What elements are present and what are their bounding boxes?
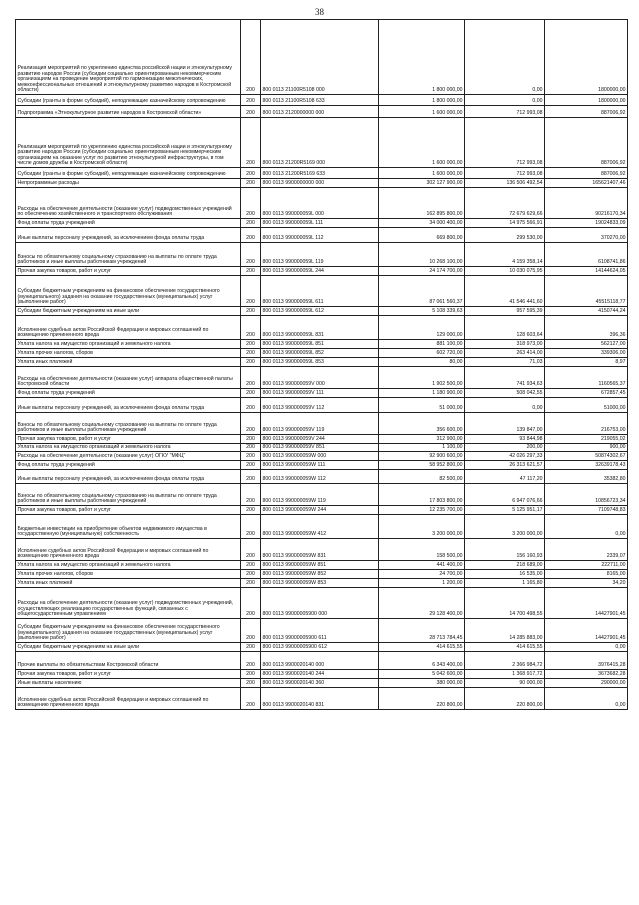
row-executed-amount: 0,00	[465, 20, 545, 95]
row-name: Прочие выплаты по обязательствам Костромской области	[16, 652, 241, 670]
row-budget-code: 800 0113 99000005900 612	[261, 643, 379, 652]
row-executed-amount: 47 117,20	[465, 470, 545, 484]
table-row	[16, 619, 628, 643]
row-remaining-amount: 35382,80	[545, 470, 628, 484]
row-admin-code: 200	[241, 435, 261, 444]
table-row	[16, 470, 628, 484]
row-remaining-amount: 887006,92	[545, 168, 628, 179]
row-admin-code: 200	[241, 276, 261, 307]
row-approved-amount: 669 800,00	[379, 228, 465, 243]
row-executed-amount: 4 159 358,14	[465, 243, 545, 267]
row-executed-amount: 156 160,93	[465, 539, 545, 561]
row-budget-code: 800 0113 990000059W 853	[261, 579, 379, 588]
row-budget-code: 800 0113 21100R5108 000	[261, 20, 379, 95]
row-admin-code: 200	[241, 413, 261, 435]
row-name: Расходы на обеспечение деятельности (оказание услуг) ОГКУ "МФЦ"	[16, 452, 241, 461]
row-name: Уплата прочих налогов, сборов	[16, 570, 241, 579]
table-row	[16, 20, 628, 95]
row-executed-amount: 957 595,39	[465, 307, 545, 316]
row-budget-code: 800 0113 9900020140 360	[261, 679, 379, 688]
row-budget-code: 800 0113 990000059W 851	[261, 561, 379, 570]
row-executed-amount: 2 366 984,72	[465, 652, 545, 670]
row-budget-code: 800 0113 990000059V 112	[261, 398, 379, 413]
row-remaining-amount: 370270,00	[545, 228, 628, 243]
table-row	[16, 349, 628, 358]
row-admin-code: 200	[241, 267, 261, 276]
row-name: Расходы на обеспечение деятельности (оказание услуг) подведомственных учреждений, осуществляющих реализацию государственных функций, связанных с общегосударственным управлением	[16, 588, 241, 619]
row-remaining-amount: 34,20	[545, 579, 628, 588]
row-executed-amount: 508 042,55	[465, 389, 545, 398]
row-approved-amount: 129 000,00	[379, 316, 465, 340]
row-admin-code: 200	[241, 95, 261, 106]
table-row	[16, 243, 628, 267]
row-name: Реализация мероприятий по укреплению единства российской нации и этнокультурному развитию народов России (субсидии социально ориентированным некоммерческим организациям на проведение мероприятий по гармонизации межэтнических, межконфессиональных отношений и этнокультурному развитию народов в Костромской области)	[16, 20, 241, 95]
row-name: Взносы по обязательному социальному страхованию на выплаты по оплате труда работников и иные выплаты работникам учреждений	[16, 413, 241, 435]
row-executed-amount: 263 414,00	[465, 349, 545, 358]
row-executed-amount: 14 285 883,00	[465, 619, 545, 643]
table-row	[16, 188, 628, 219]
row-name: Прочая закупка товаров, работ и услуг	[16, 435, 241, 444]
row-remaining-amount: 396,36	[545, 316, 628, 340]
budget-table-body	[16, 20, 628, 710]
row-executed-amount: 712 993,08	[465, 106, 545, 118]
row-approved-amount: 17 803 800,00	[379, 484, 465, 506]
row-name: Исполнение судебных актов Российской Федерации и мировых соглашений по возмещению причиненного вреда	[16, 688, 241, 710]
row-remaining-amount: 4150744,24	[545, 307, 628, 316]
row-executed-amount: 42 026 297,33	[465, 452, 545, 461]
row-budget-code: 800 0113 9900020140 831	[261, 688, 379, 710]
row-approved-amount: 12 235 700,00	[379, 506, 465, 515]
table-row	[16, 358, 628, 367]
table-row	[16, 435, 628, 444]
row-approved-amount: 1 600 000,00	[379, 118, 465, 168]
row-remaining-amount: 2339,07	[545, 539, 628, 561]
row-name: Уплата иных платежей	[16, 358, 241, 367]
row-budget-code: 800 0113 990000059W 852	[261, 570, 379, 579]
row-admin-code: 200	[241, 579, 261, 588]
row-name: Бюджетные инвестиции на приобретение объектов недвижимого имущества в государственную (муниципальную) собственность	[16, 515, 241, 539]
row-executed-amount: 71,03	[465, 358, 545, 367]
table-row	[16, 588, 628, 619]
row-remaining-amount: 10856723,34	[545, 484, 628, 506]
row-name: Прочая закупка товаров, работ и услуг	[16, 267, 241, 276]
row-name: Расходы на обеспечение деятельности (оказание услуг) аппарата общественной палаты Костромской области	[16, 367, 241, 389]
row-name: Прочая закупка товаров, работ и услуг	[16, 670, 241, 679]
row-approved-amount: 28 713 784,45	[379, 619, 465, 643]
row-executed-amount: 14 700 498,55	[465, 588, 545, 619]
row-remaining-amount: 6108741,86	[545, 243, 628, 267]
row-approved-amount: 158 500,00	[379, 539, 465, 561]
table-row	[16, 444, 628, 452]
row-approved-amount: 1 902 500,00	[379, 367, 465, 389]
row-budget-code: 800 0113 21200R5169 633	[261, 168, 379, 179]
row-budget-code: 800 0113 990000059W 244	[261, 506, 379, 515]
row-name: Реализация мероприятий по укреплению единства российской нации и этнокультурному развитию народов России (субсидии социально ориентированным некоммерческим организациям на оказание услуг по развитию этнокультурной инфраструктуры, в том числе домов дружбы в Костромской области)	[16, 118, 241, 168]
row-remaining-amount: 8,97	[545, 358, 628, 367]
row-name: Уплата иных платежей	[16, 579, 241, 588]
row-remaining-amount: 290000,00	[545, 679, 628, 688]
row-admin-code: 200	[241, 652, 261, 670]
table-row	[16, 461, 628, 470]
row-admin-code: 200	[241, 398, 261, 413]
row-executed-amount: 136 506 492,54	[465, 179, 545, 188]
row-executed-amount: 10 030 075,95	[465, 267, 545, 276]
row-approved-amount: 441 400,00	[379, 561, 465, 570]
table-row	[16, 106, 628, 118]
row-name: Фонд оплаты труда учреждений	[16, 461, 241, 470]
row-budget-code: 800 0113 9900020140 244	[261, 670, 379, 679]
row-name: Субсидии бюджетным учреждениям на финансовое обеспечение государственного (муниципального) задания на оказание государственных (муниципальных) услуг (выполнение работ)	[16, 276, 241, 307]
row-admin-code: 200	[241, 484, 261, 506]
budget-table	[15, 19, 628, 710]
row-remaining-amount: 672857,45	[545, 389, 628, 398]
row-executed-amount: 741 934,63	[465, 367, 545, 389]
table-row	[16, 168, 628, 179]
row-budget-code: 800 0113 990000059V 851	[261, 444, 379, 452]
row-approved-amount: 414 615,55	[379, 643, 465, 652]
row-admin-code: 200	[241, 243, 261, 267]
row-approved-amount: 1 100,00	[379, 444, 465, 452]
row-admin-code: 200	[241, 316, 261, 340]
row-executed-amount: 1 165,80	[465, 579, 545, 588]
row-admin-code: 200	[241, 461, 261, 470]
row-remaining-amount: 1800000,00	[545, 20, 628, 95]
row-executed-amount: 139 847,00	[465, 413, 545, 435]
row-admin-code: 200	[241, 506, 261, 515]
row-remaining-amount: 3976415,28	[545, 652, 628, 670]
table-row	[16, 561, 628, 570]
row-name: Иные выплаты персоналу учреждений, за исключением фонда оплаты труда	[16, 470, 241, 484]
row-approved-amount: 1 800 000,00	[379, 20, 465, 95]
row-executed-amount: 41 546 441,60	[465, 276, 545, 307]
row-remaining-amount: 3673682,28	[545, 670, 628, 679]
table-row	[16, 267, 628, 276]
table-row	[16, 228, 628, 243]
row-remaining-amount: 0,00	[545, 515, 628, 539]
row-budget-code: 800 0113 990000059W 412	[261, 515, 379, 539]
row-budget-code: 800 0113 990000059L 111	[261, 219, 379, 228]
row-executed-amount: 1 368 917,72	[465, 670, 545, 679]
row-budget-code: 800 0113 990000059V 111	[261, 389, 379, 398]
row-name: Уплата прочих налогов, сборов	[16, 349, 241, 358]
row-budget-code: 800 0113 990000059L 852	[261, 349, 379, 358]
row-admin-code: 200	[241, 367, 261, 389]
row-executed-amount: 26 313 621,57	[465, 461, 545, 470]
row-admin-code: 200	[241, 219, 261, 228]
row-approved-amount: 1 600 000,00	[379, 106, 465, 118]
row-approved-amount: 1 180 900,00	[379, 389, 465, 398]
row-budget-code: 800 0113 990000059L 611	[261, 276, 379, 307]
row-executed-amount: 90 000,00	[465, 679, 545, 688]
row-remaining-amount: 165621407,46	[545, 179, 628, 188]
row-budget-code: 800 0113 990000059L 244	[261, 267, 379, 276]
row-remaining-amount: 90216170,34	[545, 188, 628, 219]
row-admin-code: 200	[241, 106, 261, 118]
row-admin-code: 200	[241, 118, 261, 168]
row-remaining-amount: 7109748,83	[545, 506, 628, 515]
row-executed-amount: 128 603,64	[465, 316, 545, 340]
row-approved-amount: 6 343 400,00	[379, 652, 465, 670]
row-remaining-amount: 50874302,67	[545, 452, 628, 461]
row-admin-code: 200	[241, 679, 261, 688]
row-budget-code: 800 0113 990000059V 244	[261, 435, 379, 444]
row-approved-amount: 881 100,00	[379, 340, 465, 349]
row-budget-code: 800 0113 9900000000 000	[261, 179, 379, 188]
row-approved-amount: 87 061 560,37	[379, 276, 465, 307]
table-row	[16, 515, 628, 539]
row-admin-code: 200	[241, 452, 261, 461]
row-executed-amount: 93 844,98	[465, 435, 545, 444]
table-row	[16, 643, 628, 652]
row-remaining-amount: 0,00	[545, 688, 628, 710]
row-remaining-amount: 0,00	[545, 643, 628, 652]
row-admin-code: 200	[241, 389, 261, 398]
row-executed-amount: 712 993,08	[465, 118, 545, 168]
row-name: Прочая закупка товаров, работ и услуг	[16, 506, 241, 515]
table-row	[16, 579, 628, 588]
row-budget-code: 800 0113 990000059L 112	[261, 228, 379, 243]
table-row	[16, 688, 628, 710]
row-name: Взносы по обязательному социальному страхованию на выплаты по оплате труда работников и иные выплаты работникам учреждений	[16, 484, 241, 506]
row-remaining-amount: 562127,00	[545, 340, 628, 349]
row-budget-code: 800 0113 990000059L 119	[261, 243, 379, 267]
row-name: Субсидии (гранты в форме субсидий), неподлежащие казначейскому сопровождению	[16, 168, 241, 179]
table-row	[16, 670, 628, 679]
row-name: Субсидии бюджетным учреждениям на иные цели	[16, 643, 241, 652]
table-row	[16, 219, 628, 228]
row-name: Уплата налога на имущество организаций и земельного налога	[16, 561, 241, 570]
row-executed-amount: 14 975 566,91	[465, 219, 545, 228]
row-budget-code: 800 0113 990000059L 000	[261, 188, 379, 219]
row-name: Субсидии (гранты в форме субсидий), неподлежащие казначейскому сопровождению	[16, 95, 241, 106]
row-admin-code: 200	[241, 307, 261, 316]
table-row	[16, 506, 628, 515]
row-budget-code: 800 0113 990000059W 831	[261, 539, 379, 561]
table-row	[16, 340, 628, 349]
row-name: Иные выплаты персоналу учреждений, за исключением фонда оплаты труда	[16, 228, 241, 243]
row-executed-amount: 0,00	[465, 398, 545, 413]
row-approved-amount: 29 128 400,00	[379, 588, 465, 619]
row-budget-code: 800 0113 2120000000 000	[261, 106, 379, 118]
row-remaining-amount: 222711,00	[545, 561, 628, 570]
row-name: Расходы на обеспечение деятельности (оказание услуг) подведомственных учреждений по обеспечению хозяйственного и транспортного обслуживания	[16, 188, 241, 219]
row-approved-amount: 24 700,00	[379, 570, 465, 579]
row-budget-code: 800 0113 99000005900 611	[261, 619, 379, 643]
row-budget-code: 800 0113 990000059W 119	[261, 484, 379, 506]
table-row	[16, 179, 628, 188]
row-budget-code: 800 0113 990000059L 612	[261, 307, 379, 316]
row-budget-code: 800 0113 990000059W 000	[261, 452, 379, 461]
row-remaining-amount: 1160565,37	[545, 367, 628, 389]
row-executed-amount: 414 615,55	[465, 643, 545, 652]
row-remaining-amount: 1800000,00	[545, 95, 628, 106]
row-name: Фонд оплаты труда учреждений	[16, 219, 241, 228]
row-name: Уплата налога на имущество организаций и земельного налога	[16, 340, 241, 349]
row-approved-amount: 162 895 800,00	[379, 188, 465, 219]
row-admin-code: 200	[241, 340, 261, 349]
row-budget-code: 800 0113 9900020140 000	[261, 652, 379, 670]
row-admin-code: 200	[241, 470, 261, 484]
row-admin-code: 200	[241, 539, 261, 561]
row-remaining-amount: 51000,00	[545, 398, 628, 413]
row-admin-code: 200	[241, 515, 261, 539]
row-budget-code: 800 0113 990000059W 111	[261, 461, 379, 470]
table-row	[16, 398, 628, 413]
row-admin-code: 200	[241, 688, 261, 710]
row-executed-amount: 218 689,00	[465, 561, 545, 570]
row-name: Субсидии бюджетным учреждениям на иные цели	[16, 307, 241, 316]
row-budget-code: 800 0113 21200R5169 000	[261, 118, 379, 168]
row-approved-amount: 5 042 600,00	[379, 670, 465, 679]
row-approved-amount: 24 174 700,00	[379, 267, 465, 276]
table-row	[16, 276, 628, 307]
table-row	[16, 118, 628, 168]
row-remaining-amount: 900,00	[545, 444, 628, 452]
row-remaining-amount: 219055,02	[545, 435, 628, 444]
row-admin-code: 200	[241, 619, 261, 643]
row-name: Взносы по обязательному социальному страхованию на выплаты по оплате труда работников и иные выплаты работникам учреждений	[16, 243, 241, 267]
table-row	[16, 484, 628, 506]
row-admin-code: 200	[241, 349, 261, 358]
row-remaining-amount: 14427901,45	[545, 619, 628, 643]
row-budget-code: 800 0113 990000059L 831	[261, 316, 379, 340]
row-executed-amount: 712 993,08	[465, 168, 545, 179]
row-approved-amount: 10 268 100,00	[379, 243, 465, 267]
row-name: Исполнение судебных актов Российской Федерации и мировых соглашений по возмещению причиненного вреда	[16, 539, 241, 561]
row-executed-amount: 16 535,00	[465, 570, 545, 579]
row-admin-code: 200	[241, 570, 261, 579]
row-approved-amount: 302 127 900,00	[379, 179, 465, 188]
row-admin-code: 200	[241, 179, 261, 188]
row-approved-amount: 1 600 000,00	[379, 168, 465, 179]
row-admin-code: 200	[241, 20, 261, 95]
row-approved-amount: 58 952 800,00	[379, 461, 465, 470]
row-approved-amount: 1 800 000,00	[379, 95, 465, 106]
row-approved-amount: 380 000,00	[379, 679, 465, 688]
row-budget-code: 800 0113 990000059V 119	[261, 413, 379, 435]
row-budget-code: 800 0113 990000059W 112	[261, 470, 379, 484]
row-name: Субсидии бюджетным учреждениям на финансовое обеспечение государственного (муниципального) задания на оказание государственных (муниципальных) услуг (выполнение работ)	[16, 619, 241, 643]
table-row	[16, 452, 628, 461]
row-admin-code: 200	[241, 358, 261, 367]
table-row	[16, 95, 628, 106]
row-approved-amount: 312 900,00	[379, 435, 465, 444]
row-remaining-amount: 8165,00	[545, 570, 628, 579]
row-executed-amount: 5 125 951,17	[465, 506, 545, 515]
row-approved-amount: 34 000 400,00	[379, 219, 465, 228]
row-remaining-amount: 216753,00	[545, 413, 628, 435]
table-row	[16, 413, 628, 435]
row-remaining-amount: 887006,92	[545, 118, 628, 168]
row-remaining-amount: 887006,92	[545, 106, 628, 118]
table-row	[16, 679, 628, 688]
row-approved-amount: 602 720,00	[379, 349, 465, 358]
row-name: Уплата налога на имущество организаций и земельного налога	[16, 444, 241, 452]
table-row	[16, 307, 628, 316]
row-name: Подпрограмма «Этнокультурное развитие народов в Костромской области»	[16, 106, 241, 118]
row-budget-code: 800 0113 990000059V 000	[261, 367, 379, 389]
table-row	[16, 389, 628, 398]
row-remaining-amount: 32639178,43	[545, 461, 628, 470]
row-admin-code: 200	[241, 168, 261, 179]
row-admin-code: 200	[241, 444, 261, 452]
row-executed-amount: 220 800,00	[465, 688, 545, 710]
row-executed-amount: 3 200 000,00	[465, 515, 545, 539]
row-approved-amount: 82 500,00	[379, 470, 465, 484]
page-number: 38	[315, 7, 324, 17]
row-budget-code: 800 0113 99000005900 000	[261, 588, 379, 619]
row-remaining-amount: 45515118,77	[545, 276, 628, 307]
row-remaining-amount: 14427901,45	[545, 588, 628, 619]
row-name: Исполнение судебных актов Российской Федерации и мировых соглашений по возмещению причиненного вреда	[16, 316, 241, 340]
row-executed-amount: 200,00	[465, 444, 545, 452]
row-admin-code: 200	[241, 228, 261, 243]
row-name: Фонд оплаты труда учреждений	[16, 389, 241, 398]
row-executed-amount: 72 679 629,66	[465, 188, 545, 219]
row-approved-amount: 92 900 600,00	[379, 452, 465, 461]
row-admin-code: 200	[241, 670, 261, 679]
row-remaining-amount: 14144624,05	[545, 267, 628, 276]
row-approved-amount: 220 800,00	[379, 688, 465, 710]
row-budget-code: 800 0113 21100R5108 633	[261, 95, 379, 106]
row-admin-code: 200	[241, 588, 261, 619]
row-approved-amount: 1 200,00	[379, 579, 465, 588]
row-admin-code: 200	[241, 188, 261, 219]
row-approved-amount: 3 200 000,00	[379, 515, 465, 539]
row-executed-amount: 6 947 076,66	[465, 484, 545, 506]
row-name: Иные выплаты населению	[16, 679, 241, 688]
table-row	[16, 539, 628, 561]
row-remaining-amount: 19024833,09	[545, 219, 628, 228]
row-admin-code: 200	[241, 561, 261, 570]
row-budget-code: 800 0113 990000059L 851	[261, 340, 379, 349]
row-approved-amount: 5 108 339,63	[379, 307, 465, 316]
table-row	[16, 652, 628, 670]
row-approved-amount: 356 600,00	[379, 413, 465, 435]
table-row	[16, 570, 628, 579]
table-row	[16, 367, 628, 389]
row-executed-amount: 299 530,00	[465, 228, 545, 243]
table-row	[16, 316, 628, 340]
row-approved-amount: 80,00	[379, 358, 465, 367]
row-admin-code: 200	[241, 643, 261, 652]
row-executed-amount: 0,00	[465, 95, 545, 106]
row-budget-code: 800 0113 990000059L 853	[261, 358, 379, 367]
row-name: Иные выплаты персоналу учреждений, за исключением фонда оплаты труда	[16, 398, 241, 413]
row-executed-amount: 318 973,00	[465, 340, 545, 349]
row-remaining-amount: 339306,00	[545, 349, 628, 358]
row-approved-amount: 51 000,00	[379, 398, 465, 413]
row-name: Непрограммные расходы	[16, 179, 241, 188]
